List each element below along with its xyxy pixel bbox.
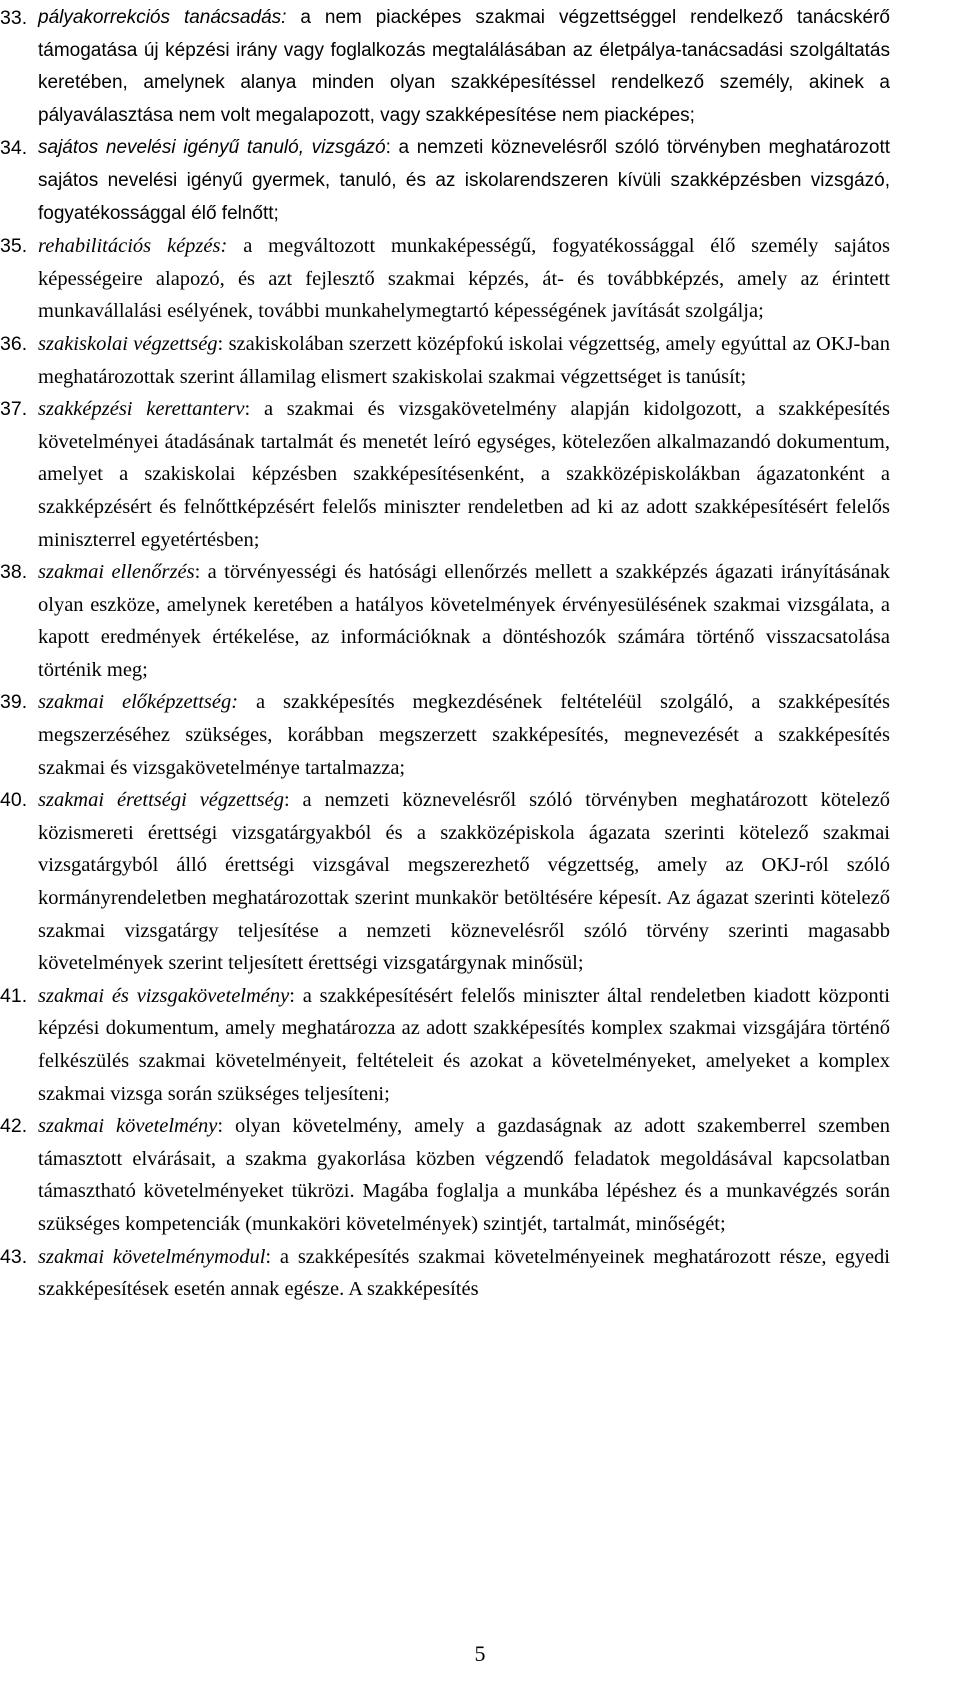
item-text: : a szakmai és vizsgakövetelmény alapján kidolgozott, a szakképesítés követelményei átadásának tartalmát és menetét leíró egységes, kötelezően alkalmazandó dokumentum, amelyet a szakiskolai képzésben szakképesítésenként, a szakközépiskolákban ágazatonként a szakképzésért és felnőttképzésért felelős miniszter rendeletben ad ki az adott szakképesítésért felelős miniszterrel egyetértésben;: [38, 398, 891, 551]
item-number: 40.: [0, 789, 28, 812]
item-number: 33.: [0, 7, 28, 29]
item-number: 39.: [0, 691, 28, 714]
item-term: szakiskolai végzettség: [38, 332, 218, 355]
item-number: 37.: [0, 398, 28, 421]
item-text: : szakiskolában szerzett középfokú iskolai végzettség, amely egyúttal az OKJ-ban meghatározottak szerint államilag elismert szakiskolai szakmai végzettséget is tanúsít;: [38, 332, 890, 388]
definition-list: [0, 2, 960, 1306]
definition-item-34: [0, 132, 960, 230]
item-term: pályakorrekciós tanácsadás:: [38, 7, 287, 28]
item-text: a szakképesítés megkezdésének feltételéül szolgáló, a szakképesítés megszerzéséhez szükséges, korábban megszerzett szakképesítés, megnevezését a szakképesítés szakmai és vizsgakövetelménye tartalmazza;: [38, 691, 890, 779]
definition-item-37: [0, 393, 960, 556]
item-term: szakképzési kerettanterv: [38, 398, 245, 421]
item-text: a nem piacképes szakmai végzettséggel rendelkező tanácskérő támogatása új képzési irány vagy foglalkozás megtalálásában az életpálya-tanácsadási szolgáltatás keretében, amelynek alanya minden olyan szakképesítéssel rendelkező személy, akinek a pályaválasztása nem volt megalapozott, vagy szakképesítése nem piacképes;: [38, 7, 890, 126]
definition-item-36: [0, 328, 960, 393]
item-text: : a nemzeti köznevelésről szóló törvényben meghatározott kötelező közismereti érettségi vizsgatárgyakból és a szakközépiskola ágazata szerinti kötelező szakmai vizsgatárgyból álló érettségi vizsgával megszerezhető végzettség, amely az OKJ-ról szóló kormányrendeletben meghatározottak szerint munkakör betöltésére képesít. Az ágazat szerinti kötelező szakmai vizsgatárgy teljesítése a nemzeti köznevelésről szóló törvény szerinti magasabb követelmények szerint teljesített érettségi vizsgatárgynak minősül;: [38, 789, 891, 975]
item-term: szakmai érettségi végzettség: [38, 789, 284, 812]
definition-item-42: [0, 1110, 960, 1240]
item-number: 34.: [0, 137, 28, 160]
item-text: : a szakképesítésért felelős miniszter által rendeletben kiadott központi képzési dokumentum, amely meghatározza az adott szakképesítés komplex szakmai vizsgájára történő felkészülés szakmai követelményeit, feltételeit és azokat a követelményeket, amelyeket a komplex szakmai vizsga során szükséges teljesíteni;: [38, 984, 890, 1105]
item-term: szakmai ellenőrzés: [38, 561, 195, 584]
item-number: 43.: [0, 1245, 28, 1268]
item-term: szakmai és vizsgakövetelmény: [38, 984, 290, 1007]
definition-item-40: [0, 784, 960, 980]
item-number: 42.: [0, 1115, 28, 1138]
definition-item-38: [0, 556, 960, 686]
item-text: : olyan követelmény, amely a gazdaságnak az adott szakemberrel szemben támasztott elvárásait, a szakma gyakorlása közben végzendő feladatok megoldásával kapcsolatban támasztható követelményeket tükrözi. Magába foglalja a munkába lépéshez és a munkavégzés során szükséges kompetenciák (munkaköri követelmények) szintjét, tartalmát, minőségét;: [38, 1115, 890, 1235]
page-number: 5: [474, 1641, 486, 1666]
item-number: 38.: [0, 561, 28, 584]
item-number: 41.: [0, 984, 28, 1007]
item-text: : a szakképesítés szakmai követelményeinek meghatározott része, egyedi szakképesítések esetén annak egésze. A szakképesítés: [38, 1245, 890, 1301]
item-term: szakmai követelmény: [38, 1115, 218, 1138]
definition-item-35: [0, 230, 960, 328]
definition-item-33: [0, 2, 960, 132]
item-term: rehabilitációs képzés:: [38, 235, 228, 258]
item-term: sajátos nevelési igényű tanuló, vizsgázó: [38, 137, 386, 159]
definition-item-43: [0, 1241, 960, 1306]
item-text: : a törvényességi és hatósági ellenőrzés mellett a szakképzés ágazati irányításának olyan eszköze, amelynek keretében a hatályos követelmények érvényesülésének szakmai vizsgálata, a kapott eredmények értékelése, az információknak a döntéshozók számára történő visszacsatolása történik meg;: [38, 561, 891, 681]
item-term: szakmai előképzettség:: [38, 691, 239, 714]
item-term: szakmai követelménymodul: [38, 1245, 266, 1268]
item-number: 36.: [0, 332, 28, 355]
definition-item-41: [0, 980, 960, 1110]
item-text: a megváltozott munkaképességű, fogyatékossággal élő személy sajátos képességeire alapozó, és azt fejlesztő szakmai képzés, át- és továbbképzés, amely az érintett munkavállalási esélyének, további munkahelymegtartó képességének javítását szolgálja;: [38, 235, 891, 323]
item-text: : a nemzeti köznevelésről szóló törvényben meghatározott sajátos nevelési igényű gyermek, tanuló, és az iskolarendszeren kívüli szakképzésben vizsgázó, fogyatékossággal élő felnőtt;: [38, 137, 890, 224]
item-number: 35.: [0, 235, 28, 258]
definition-item-39: [0, 686, 960, 784]
